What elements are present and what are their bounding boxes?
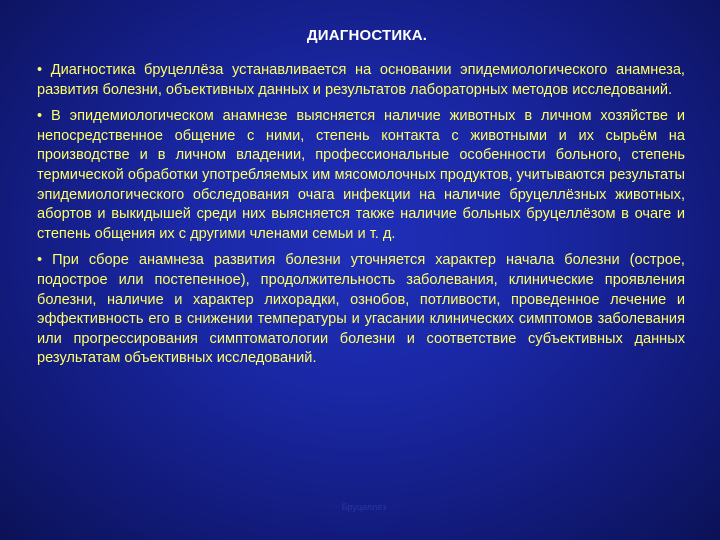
slide-title: ДИАГНОСТИКА. <box>306 27 428 44</box>
paragraph-epidemiological-anamnesis: • В эпидемиологическом анамнезе выясняется наличие животных в личном хозяйстве и непосредственное общение с ними, степень контакта с животными и их сырьём на производстве и в личном владении, профессиональные особенности больного, степень термической обработки употребляемых им мясомолочных продуктов, учитываются результаты эпидемиологического обследования очага инфекции на наличие бруцеллёзных животных, абортов и выкидышей среди них выясняется также наличие больных бруцеллёзом в очаге и степень общения их с другими членами семьи и т. д. <box>37 108 685 242</box>
slide-content <box>37 61 685 376</box>
paragraph-diagnosis-basis: • Диагностика бруцеллёза устанавливается на основании эпидемиологического анамнеза, развития болезни, объективных данных и результатов лабораторных методов исследований. <box>37 62 685 98</box>
slide-footer: Бруцеллёз <box>341 502 387 512</box>
paragraph-disease-anamnesis: • При сборе анамнеза развития болезни уточняется характер начала болезни (острое, подострое или постепенное), продолжительность заболевания, клинические проявления болезни, наличие и характер лихорадки, ознобов, потливости, проведенное лечение и эффективность его в снижении температуры и угасании клинических симптомов заболевания или прогрессирования симптоматологии болезни и соответствие субъективных данных результатам объективных исследований. <box>37 252 685 367</box>
